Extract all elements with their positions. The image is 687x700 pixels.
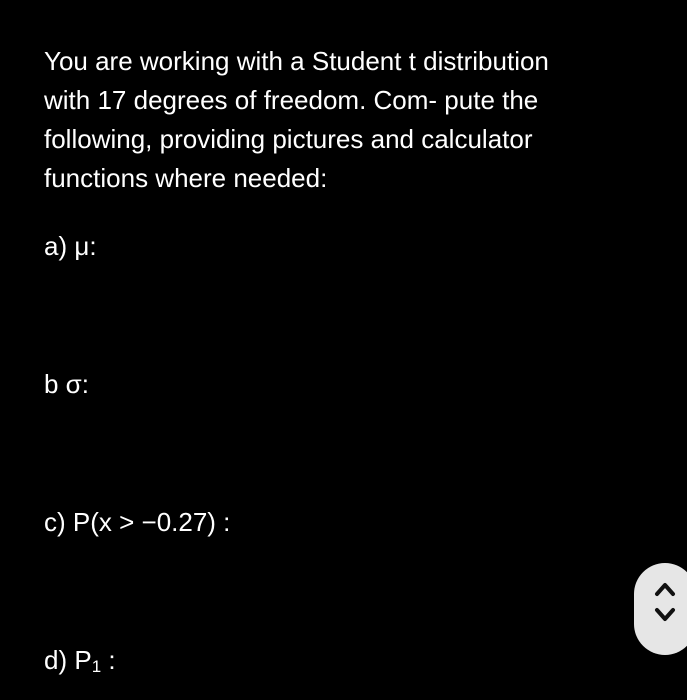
part-a: a) μ: [44, 231, 97, 261]
chevron-up-icon[interactable] [654, 581, 676, 597]
page-navigation-widget[interactable] [634, 563, 687, 655]
part-d-suffix: : [101, 645, 116, 675]
intro-line-1: You are working with a Student t distribution [44, 46, 549, 76]
intro-line-2: with 17 degrees of freedom. Com- pute the [44, 85, 539, 115]
intro-text [44, 42, 644, 198]
part-b: b σ: [44, 369, 89, 399]
intro-line-4: functions where needed: [44, 163, 328, 193]
part-d-subscript: 1 [91, 657, 102, 676]
chevron-down-icon[interactable] [654, 607, 676, 623]
problem-statement [44, 42, 644, 198]
part-d [44, 644, 116, 683]
part-d-prefix: d) P [44, 645, 92, 675]
part-c: c) P(x > −0.27) : [44, 507, 231, 537]
intro-line-3: following, providing pictures and calculator [44, 124, 533, 154]
